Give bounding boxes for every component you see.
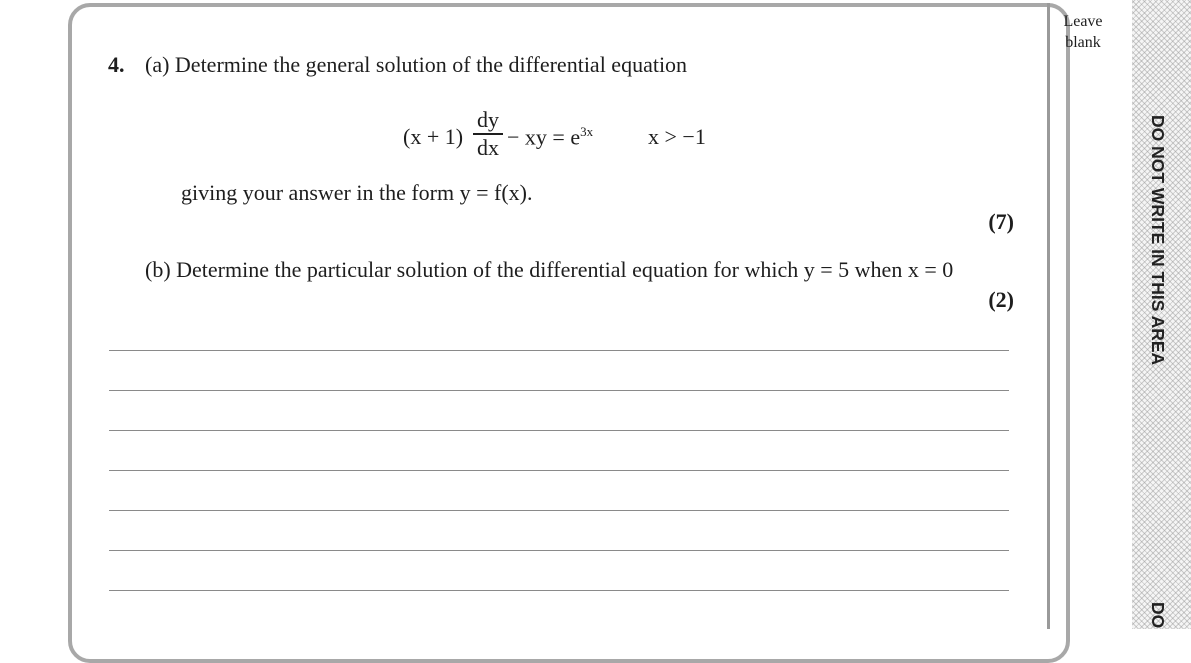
part-b-marks: (2) [988,287,1014,312]
answer-line[interactable] [109,430,1009,431]
part-b-label: (b) [145,257,171,282]
answer-box-frame [68,3,1070,663]
answer-line[interactable] [109,510,1009,511]
fraction-numerator: dy [477,107,499,132]
derivative-fraction [473,108,503,160]
equation-left [403,124,463,150]
do-not-write-text-cut: DO [1148,602,1168,629]
part-a-marks: (7) [988,209,1014,234]
answer-line[interactable] [109,590,1009,591]
answer-form-instruction: giving your answer in the form y = f(x). [181,180,533,205]
equation-right-text: − xy = e [507,124,581,150]
leave-label: Leave [1063,13,1103,30]
answer-line[interactable] [109,350,1009,351]
answer-line[interactable] [109,390,1009,391]
answer-line[interactable] [109,470,1009,471]
leave-blank-label [1055,11,1111,53]
part-a-label: (a) [145,52,170,77]
part-a-prompt [145,52,687,78]
equation-exponent: 3x [580,124,594,139]
answer-line[interactable] [109,550,1009,551]
margin-divider [1047,3,1050,629]
equation-left-text: (x + 1) [403,124,464,149]
fraction-denominator: dx [477,134,499,160]
part-b-prompt [145,257,953,283]
part-b-text: Determine the particular solution of the differential equation for which y = 5 when x = 0 [176,257,954,282]
equation-condition: x > −1 [648,124,706,149]
do-not-write-text: DO NOT WRITE IN THIS AREA [1148,115,1168,366]
equation-right [507,124,593,150]
question-number: 4. [108,52,125,77]
blank-label: blank [1065,34,1101,51]
part-a-text: Determine the general solution of the differential equation [174,52,688,77]
